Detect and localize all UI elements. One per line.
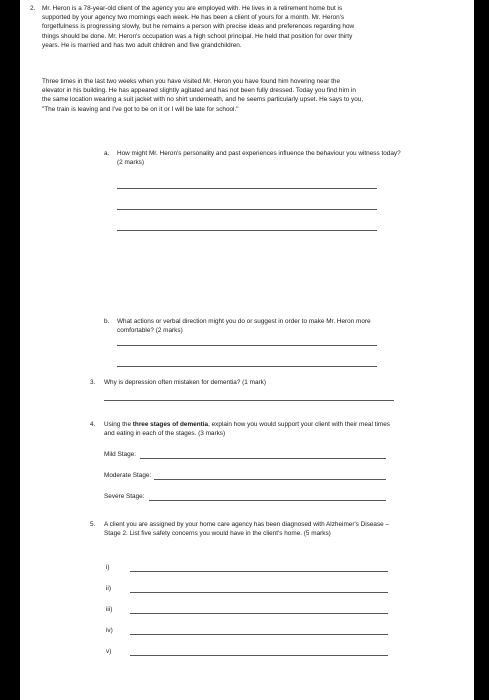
q2b-answer-line-1[interactable] xyxy=(117,345,377,346)
q2a-answer-line-1[interactable] xyxy=(117,188,377,189)
q4-mild-label: Mild Stage: xyxy=(104,451,136,458)
q5-item-2-label: ii) xyxy=(106,585,111,592)
q4-moderate-label: Moderate Stage: xyxy=(104,472,152,479)
q4-severe-answer-line[interactable] xyxy=(149,500,386,501)
q5-item-4-label: iv) xyxy=(106,627,113,634)
q3-answer-line[interactable] xyxy=(104,400,394,401)
q5-number: 5. xyxy=(90,521,96,528)
q4-number: 4. xyxy=(90,421,96,428)
q2-paragraph-2: Three times in the last two weeks when you have visited Mr. Heron you have found him hovering near the elevator in his building. He has appeared slightly agitated and has not been fully dressed. Today you find him in the same location wearing a suit jacket with no shirt underneath, and he seems particularly upset. He says to you, "The train is leaving and I've got to be on it or I will be late for school." xyxy=(42,78,364,113)
worksheet-page xyxy=(20,0,474,700)
q5-item-5-label: v) xyxy=(106,648,112,655)
q2a-answer-line-2[interactable] xyxy=(117,209,377,210)
q3-number: 3. xyxy=(90,379,96,386)
q5-item-1-answer-line[interactable] xyxy=(130,571,388,572)
q2a-label: a. xyxy=(104,150,110,157)
q5-item-4-answer-line[interactable] xyxy=(130,634,388,635)
q5-item-3-label: iii) xyxy=(106,606,113,613)
q4-question: Using the three stages of dementia, explain how you would support your client with their meal times and eating in each of the stages. (3 marks) xyxy=(104,421,390,438)
q2b-question: What actions or verbal direction might you do or suggest in order to make Mr. Heron more comfortable? (2 marks) xyxy=(117,318,371,335)
q2-number: 2. xyxy=(30,5,36,12)
q2a-question: How might Mr. Heron's personality and past experiences influence the behaviour you witness today? (2 marks) xyxy=(117,150,401,167)
q2b-label: b. xyxy=(104,318,110,325)
q5-question: A client you are assigned by your home care agency has been diagnosed with Alzheimer's Disease – Stage 2. List five safety concerns you would have in the client's home. (5 marks) xyxy=(104,521,390,538)
q4-moderate-answer-line[interactable] xyxy=(154,479,386,480)
q4-severe-label: Severe Stage: xyxy=(104,493,145,500)
q4-bold-phrase: three stages of dementia xyxy=(132,421,209,428)
q2a-answer-line-3[interactable] xyxy=(117,230,377,231)
q5-item-1-label: i) xyxy=(106,564,110,571)
q5-item-2-answer-line[interactable] xyxy=(130,592,388,593)
q2-paragraph-1: Mr. Heron is a 78-year-old client of the agency you are employed with. He lives in a retirement home but is supported by your agency two mornings each week. He has been a client of yours for a month. Mr. Heron's forgetfulness is progressing slowly, but he remains a person with precise ideas and preferences regarding how things should be done. Mr. Heron's occupation was a high school principal. He held that position for over thirty years. He is married and has two adult children and five grandchildren. xyxy=(42,5,355,49)
q5-item-3-answer-line[interactable] xyxy=(130,613,388,614)
q5-item-5-answer-line[interactable] xyxy=(130,655,388,656)
q4-mild-answer-line[interactable] xyxy=(140,458,386,459)
q3-question: Why is depression often mistaken for dementia? (1 mark) xyxy=(104,379,266,386)
q2b-answer-line-2[interactable] xyxy=(117,366,377,367)
